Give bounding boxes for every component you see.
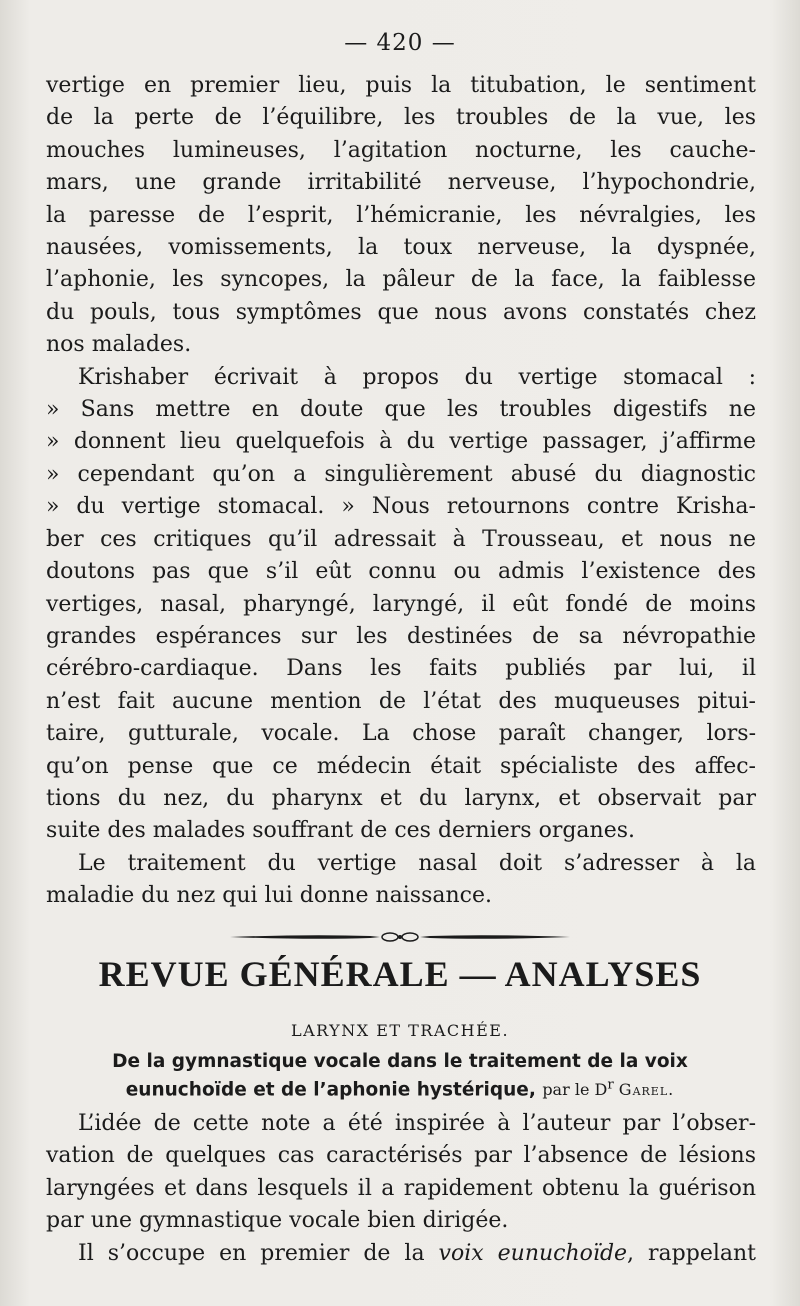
paragraph-3 — [46, 848, 756, 913]
article-title-text: eunuchoïde et de l’aphonie hystérique, — [125, 1078, 536, 1100]
text-line: cérébro-cardiaque. Dans les faits publiés par lui, il — [46, 656, 756, 682]
text-line: vertige en premier lieu, puis la titubation, le sentiment — [46, 73, 756, 98]
text-line: » donnent lieu quelquefois à du vertige passager, j’affirme — [46, 429, 756, 455]
text-line: grandes espérances sur les destinées de sa névropathie — [46, 623, 756, 649]
subsection-title: LARYNX ET TRACHÉE. — [290, 1020, 510, 1040]
text-line: ber ces critiques qu’il adressait à Trousseau, et nous ne — [46, 526, 756, 552]
text-line: maladie du nez qui lui donne naissance. — [46, 883, 492, 909]
text-line: taire, gutturale, vocale. La chose paraît changer, lors- — [46, 721, 756, 747]
paragraph-2 — [46, 362, 756, 848]
text-line: Krishaber écrivait à propos du vertige stomacal : — [78, 364, 756, 390]
text-line: doutons pas que s’il eût connu ou admis l’existence des — [46, 559, 756, 585]
text-line: tions du nez, du pharynx et du larynx, et observait par — [46, 785, 756, 811]
text-line: vertiges, nasal, pharyngé, laryngé, il eût fondé de moins — [46, 591, 756, 617]
text-line: laryngées et dans lesquels il a rapidement obtenu la guérison — [46, 1175, 756, 1201]
text-line: la paresse de l’esprit, l’hémicranie, les névralgies, les — [46, 202, 756, 228]
paragraph-1 — [46, 70, 756, 362]
body-text — [46, 70, 756, 913]
article-title-line-2 — [46, 1074, 754, 1102]
text-line: Le traitement du vertige nasal doit s’adresser à la — [78, 850, 756, 876]
text-line: l’aphonie, les syncopes, la pâleur de la face, la faiblesse — [46, 267, 756, 293]
text-line: vation de quelques cas caractérisés par l’absence de lésions — [46, 1143, 756, 1169]
text-line: mouches lumineuses, l’agitation nocturne, les cauche- — [46, 137, 756, 163]
byline-prefix: par le D — [542, 1079, 608, 1099]
text-line — [46, 1238, 756, 1270]
text-line: du pouls, tous symptômes que nous avons constatés chez — [46, 299, 756, 325]
text-line: nos malades. — [46, 332, 192, 358]
text-segment: Il s’occupe en premier de la — [78, 1240, 439, 1266]
text-line: nausées, vomissements, la toux nerveuse, la dyspnée, — [46, 235, 756, 261]
text-line: n’est fait aucune mention de l’état des muqueuses pitui- — [46, 688, 756, 714]
byline-sup: r — [607, 1077, 614, 1093]
article-body — [46, 1108, 756, 1270]
text-line: » cependant qu’on a singulièrement abusé du diagnostic — [46, 461, 756, 487]
article-title — [46, 1050, 754, 1102]
text-line: » du vertige stomacal. » Nous retournons contre Krisha- — [46, 494, 756, 520]
article-title-line: De la gymnastique vocale dans le traitement de la voix — [112, 1050, 688, 1072]
page-number: — 420 — — [344, 30, 456, 56]
article-byline — [542, 1077, 675, 1099]
paragraph-5 — [46, 1238, 756, 1270]
text-line: de la perte de l’équilibre, les troubles de la vue, les — [46, 105, 756, 131]
section-title: REVUE GÉNÉRALE — ANALYSES — [98, 953, 702, 994]
text-segment: , rappelant — [627, 1240, 756, 1266]
paragraph-4 — [46, 1108, 756, 1238]
text-line: suite des malades souffrant de ces derniers organes. — [46, 818, 636, 844]
text-line: » Sans mettre en doute que les troubles digestifs ne — [46, 397, 756, 423]
italic-term: voix eunuchoïde — [438, 1240, 628, 1266]
text-line: qu’on pense que ce médecin était spécialiste des affec- — [46, 753, 756, 779]
text-line: L’idée de cette note a été inspirée à l’auteur par l’obser- — [78, 1110, 756, 1136]
byline-author: Garel. — [618, 1079, 675, 1099]
text-line: mars, une grande irritabilité nerveuse, l’hypochondrie, — [46, 170, 756, 196]
divider-ornament-icon — [230, 931, 570, 943]
ornamental-divider — [230, 931, 570, 943]
text-line: par une gymnastique vocale bien dirigée. — [46, 1208, 509, 1234]
